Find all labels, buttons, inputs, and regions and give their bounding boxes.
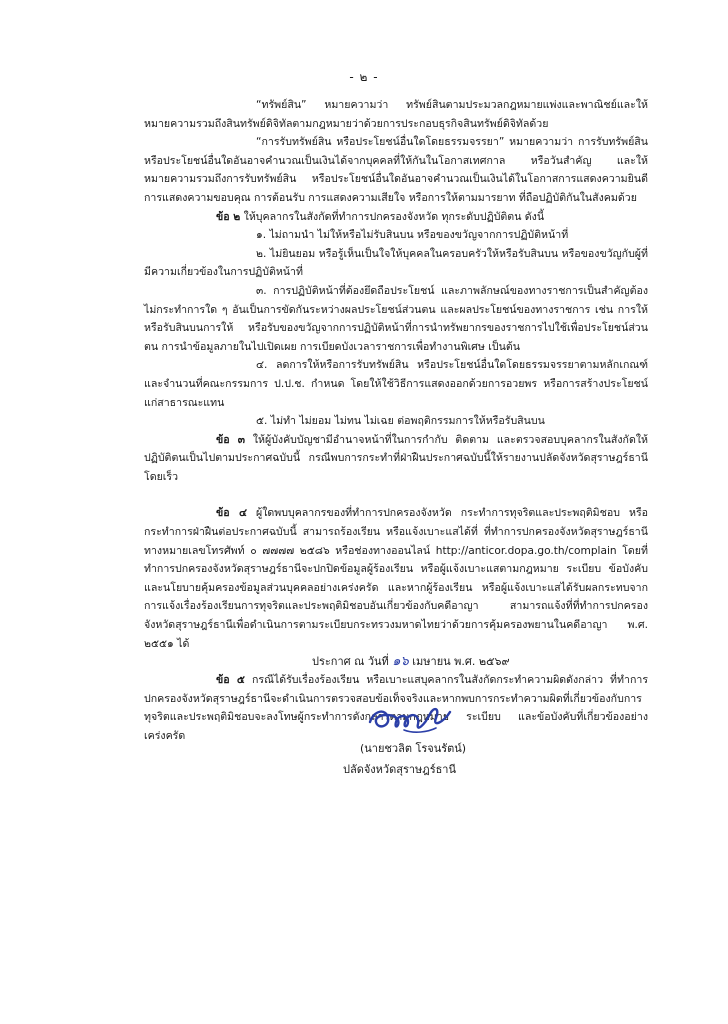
paragraph-text: ๑. ไม่ถามนำ ไม่ให้หรือไม่รับสินบน หรือของขวัญจากการปฏิบัติหน้าที่	[256, 229, 569, 242]
signer-name: (นายชวลิต โรจนรัตน์)	[360, 742, 467, 755]
announcement-body	[144, 96, 648, 746]
handwritten-signature	[364, 692, 474, 740]
clause-number: ข้อ ๓	[216, 433, 245, 446]
paragraph-text: ๓. การปฏิบัติหน้าที่ต้องยึดถือประโยชน์ และภาพลักษณ์ของทางราชการเป็นสำคัญต้องไม่กระทำการใด ๆ อันเป็นการขัดกันระหว่างผลประโยชน์ส่วนตน และผลประโยชน์ของทางราชการ เช่น การให้ หรือรับสินบนการให้ หรือรับของขวัญจากการปฏิบัติหน้าที่การนำทรัพยากรของราชการไปใช้เพื่อประโยชน์ส่วนตน การนำข้อมูลภายในไปเปิดเผย การเบียดบังเวลาราชการเพื่อทำงานพิเศษ เป็นต้น	[144, 284, 648, 353]
date-day: ๑๖	[392, 654, 409, 669]
clause-number: ข้อ ๒	[216, 210, 241, 223]
date-suffix: เมษายน พ.ศ. ๒๕๖๙	[412, 655, 510, 668]
paragraph-text: “ทรัพย์สิน” หมายความว่า ทรัพย์สินตามประมวลกฎหมายแพ่งและพาณิชย์และให้หมายความรวมถึงสินทรัพย์ดิจิทัลตามกฎหมายว่าด้วยการประกอบธุรกิจสินทรัพย์ดิจิทัลด้วย	[144, 99, 648, 130]
signer-title: ปลัดจังหวัดสุราษฎร์ธานี	[343, 763, 457, 776]
paragraph	[144, 356, 648, 412]
paragraph-text: ๒. ไม่ยินยอม หรือรู้เห็นเป็นใจให้บุคคลในครอบครัวให้หรือรับสินบน หรือของขวัญกับผู้ที่มีความเกี่ยวข้องในการปฏิบัติหน้าที่	[144, 247, 648, 279]
paragraph	[144, 245, 648, 282]
paragraph	[144, 226, 648, 245]
paragraph	[144, 282, 648, 356]
paragraph-text: ๔. ลดการให้หรือการรับทรัพย์สิน หรือประโยชน์อื่นใดโดยธรรมจรรยาตามหลักเกณฑ์และจำนวนที่คณะกรรมการ ป.ป.ช. กำหนด โดยให้ใช้วิธีการแสดงออกด้วยการอวยพร หรือการสร้างประโยชน์แก่สาธารณะแทน	[144, 359, 648, 409]
paragraph-text: “การรับทรัพย์สิน หรือประโยชน์อื่นใดโดยธรรมจรรยา” หมายความว่า การรับทรัพย์สินหรือประโยชน์อื่นใดอันอาจคำนวณเป็นเงินได้จากบุคคลที่ให้กันในโอกาสเทศกาล หรือวันสำคัญ และให้หมายความรวมถึงการรับทรัพย์สิน หรือประโยชน์อื่นใดอันอาจคำนวณเป็นเงินได้ในโอกาสการแสดงความยินดีการแสดงความขอบคุณ การต้อนรับ การแสดงความเสียใจ หรือการให้ตามมารยาท ที่ถือปฏิบัติกันในสังคมด้วย	[144, 136, 648, 204]
announcement-date	[312, 650, 510, 671]
date-prefix: ประกาศ ณ วันที่	[312, 655, 389, 668]
paragraph	[144, 96, 648, 133]
paragraph-text: ผู้ใดพบบุคลากรของที่ทำการปกครองจังหวัด กระทำการทุจริตและประพฤติมิชอบ หรือกระทำการฝ่าฝืนต่อประกาศฉบับนี้ สามารถร้องเรียน หรือแจ้งเบาะแสได้ที่ ที่ทำการปกครองจังหวัดสุราษฎร์ธานี ทางหมายเลขโทรศัพท์ ๐ ๗๗๗๗ ๒๕๘๖ หรือช่องทางออนไลน์ http://anticor.dopa.go.th/complain โดยที่ทำการปกครองจังหวัดสุราษฎร์ธานีจะปกปิดข้อมูลผู้ร้องเรียน หรือผู้แจ้งเบาะแสตามกฎหมาย ระเบียบ ข้อบังคับ และนโยบายคุ้มครองข้อมูลส่วนบุคคลอย่างเคร่งครัด และหากผู้ร้องเรียน หรือผู้แจ้งเบาะแสได้รับผลกระทบจากการแจ้งเรื่องร้องเรียนการทุจริตและประพฤติมิชอบอันเกี่ยวข้องกับคดีอาญา สามารถแจ้งที่ที่ทำการปกครองจังหวัดสุราษฎร์ธานีเพื่อดำเนินการตามระเบียบกระทรวงมหาดไทยว่าด้วยการคุ้มครองพยานในคดีอาญา พ.ศ. ๒๕๕๑ ได้	[144, 507, 649, 650]
paragraph-text: ให้ผู้บังคับบัญชามีอำนาจหน้าที่ในการกำกับ ติดตาม และตรวจสอบบุคลากรในสังกัดให้ปฏิบัติตนเป็นไปตามประกาศฉบับนี้ กรณีพบการกระทำที่ฝ่าฝืนประกาศฉบับนี้ให้รายงานปลัดจังหวัดสุราษฎร์ธานีโดยเร็ว	[144, 433, 648, 483]
paragraph-text: ให้บุคลากรในสังกัดที่ทำการปกครองจังหวัด ทุกระดับปฏิบัติตน ดังนี้	[240, 210, 545, 223]
paragraph	[144, 208, 648, 227]
page-number: - ๒ -	[349, 70, 379, 84]
clause-number: ข้อ ๔	[216, 507, 247, 520]
paragraph	[144, 412, 648, 431]
paragraph-text: กรณีได้รับเรื่องร้องเรียน หรือเบาะแสบุคลากรในสังกัดกระทำความผิดดังกล่าว ที่ทำการปกครองจังหวัดสุราษฎร์ธานีจะดำเนินการตรวจสอบข้อเท็จจริงและหากพบการกระทำความผิดที่เกี่ยวข้องกับการทุจริตและประพฤติมิชอบจะลงโทษผู้กระทำการดังกล่าวตามกฎหมาย ระเบียบ และข้อบังคับที่เกี่ยวข้องอย่างเคร่งครัด	[144, 674, 649, 742]
clause-number: ข้อ ๕	[216, 674, 245, 687]
paragraph	[144, 431, 648, 487]
paragraph-text: ๕. ไม่ทำ ไม่ยอม ไม่ทน ไม่เฉย ต่อพฤติกรรมการให้หรือรับสินบน	[256, 415, 545, 428]
paragraph	[144, 504, 648, 653]
paragraph	[144, 133, 648, 207]
